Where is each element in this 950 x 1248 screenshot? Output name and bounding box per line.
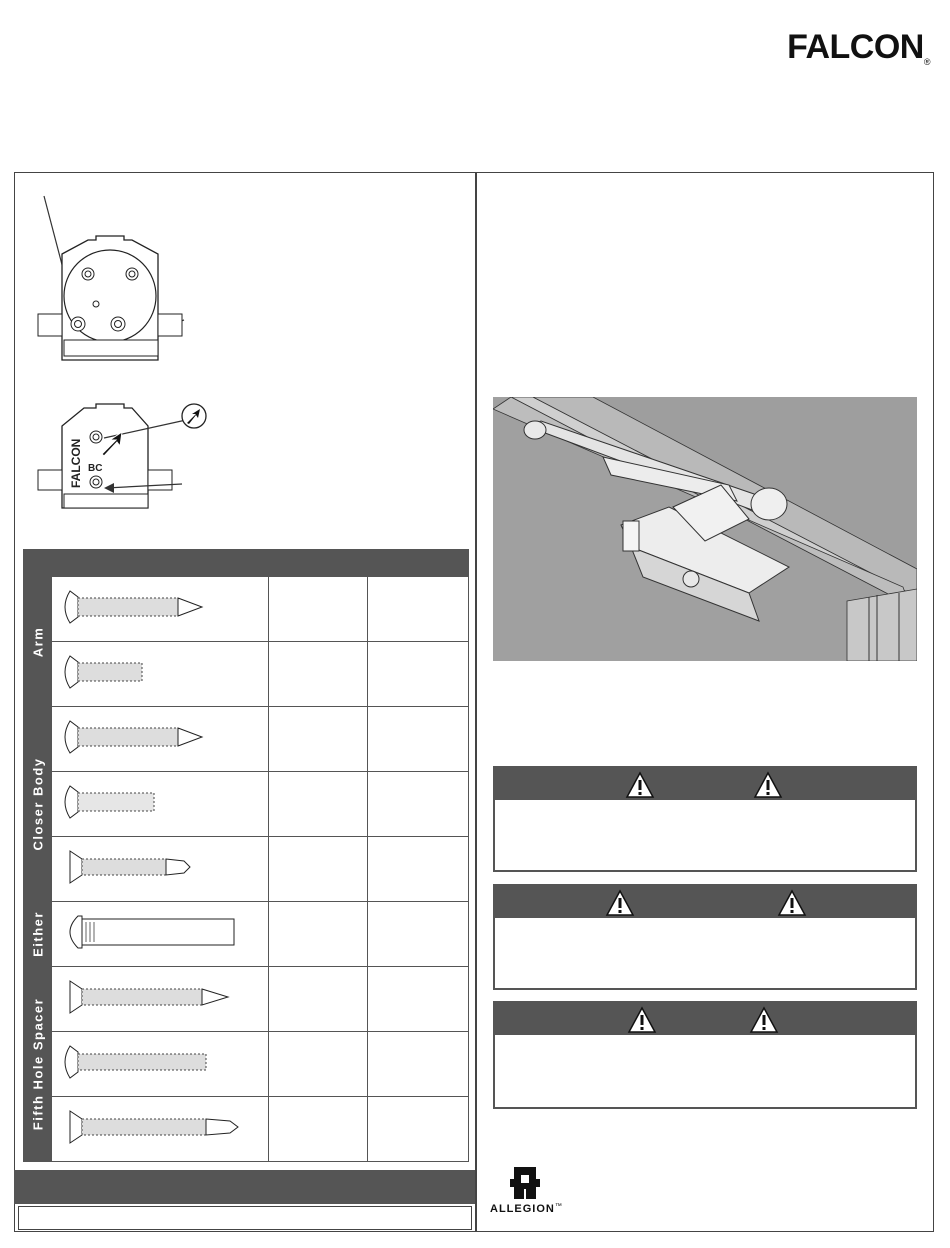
screw-image — [52, 772, 269, 837]
wood-screw-icon — [52, 967, 252, 1031]
table-cell — [269, 642, 368, 707]
warning-header — [495, 1003, 915, 1035]
wood-screw-icon — [52, 707, 252, 771]
warning-triangle-icon — [753, 771, 783, 799]
table-cell — [269, 902, 368, 967]
registered-mark: ® — [923, 57, 930, 67]
warning-box-3 — [493, 1001, 917, 1109]
allegion-wordmark: ALLEGION™ — [490, 1203, 563, 1215]
machine-screw-icon — [52, 1032, 252, 1096]
table-cell — [368, 642, 469, 707]
header-cell — [24, 550, 269, 577]
allegion-logo-icon — [508, 1165, 542, 1201]
bc-label: BC — [88, 463, 103, 474]
wood-screw-icon — [52, 577, 252, 641]
screw-image — [52, 1032, 269, 1097]
machine-screw-icon — [52, 772, 252, 836]
screw-image — [52, 642, 269, 707]
group-label-either: Either — [24, 902, 52, 967]
sex-bolt-icon — [52, 902, 252, 966]
table-cell — [368, 772, 469, 837]
warning-box-2 — [493, 884, 917, 990]
warning-triangle-icon — [625, 771, 655, 799]
warning-header — [495, 768, 915, 800]
footer-box — [18, 1206, 472, 1230]
screw-image — [52, 707, 269, 772]
warning-box-1 — [493, 766, 917, 872]
table-cell — [269, 577, 368, 642]
table-row — [24, 1032, 469, 1097]
table-cell — [269, 837, 368, 902]
warning-header — [495, 886, 915, 918]
machine-screw-icon — [52, 642, 252, 706]
screw-image — [52, 1097, 269, 1162]
table-header-row — [24, 550, 469, 577]
warning-triangle-icon — [777, 889, 807, 917]
screw-image — [52, 577, 269, 642]
table-cell — [368, 1097, 469, 1162]
table-cell — [269, 1032, 368, 1097]
warning-triangle-icon — [605, 889, 635, 917]
table-cell — [368, 577, 469, 642]
table-row — [24, 772, 469, 837]
installed-closer-image — [493, 397, 917, 661]
closer-label: FALCON — [69, 438, 83, 488]
table-row — [24, 1097, 469, 1162]
screw-image — [52, 837, 269, 902]
hardware-table — [23, 549, 469, 1162]
self-drilling-screw-icon — [52, 1097, 252, 1161]
table-cell — [368, 1032, 469, 1097]
table-row — [24, 707, 469, 772]
screw-image — [52, 902, 269, 967]
table-cell — [368, 967, 469, 1032]
self-drilling-screw-icon — [52, 837, 252, 901]
falcon-logo-text: FALCON — [787, 28, 924, 66]
group-label-arm: Arm — [24, 577, 52, 707]
column-divider — [475, 172, 477, 1232]
closer-diagram — [24, 190, 224, 520]
table-row — [24, 577, 469, 642]
table-cell — [269, 1097, 368, 1162]
table-row — [24, 642, 469, 707]
footer-bar — [14, 1170, 475, 1204]
table-cell — [269, 772, 368, 837]
table-cell — [368, 902, 469, 967]
table-cell — [269, 967, 368, 1032]
table-row — [24, 837, 469, 902]
screw-image — [52, 967, 269, 1032]
table-cell — [368, 837, 469, 902]
group-label-closer-body: Closer Body — [24, 707, 52, 902]
group-label-fifth-hole-spacer: Fifth Hole Spacer — [24, 967, 52, 1162]
warning-triangle-icon — [627, 1006, 657, 1034]
warning-triangle-icon — [749, 1006, 779, 1034]
header-cell — [368, 550, 469, 577]
table-cell — [269, 707, 368, 772]
table-row — [24, 902, 469, 967]
falcon-logo — [787, 28, 930, 67]
table-cell — [368, 707, 469, 772]
header-cell — [269, 550, 368, 577]
table-row — [24, 967, 469, 1032]
